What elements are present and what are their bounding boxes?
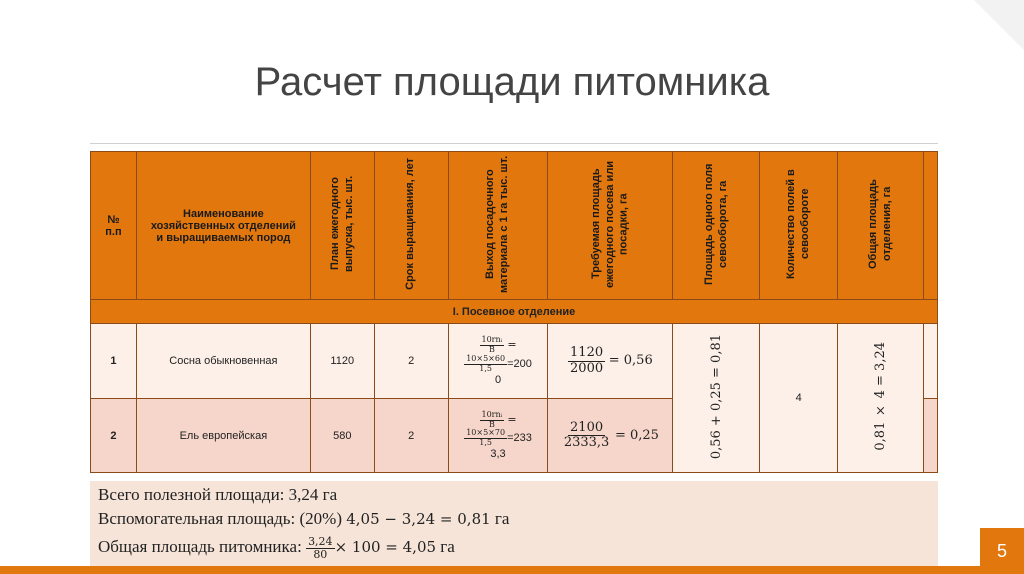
summary-box	[90, 481, 938, 566]
summary-total-area: Общая площадь питомника: $\frac{3,24}{80}$ × 100 = 4,05 га	[98, 534, 455, 561]
header-required-area: Требуемая площадь ежегодного посева или посадки, га	[548, 152, 673, 300]
field-count-cell: 4	[760, 324, 838, 473]
field-area-cell: 0,56 + 0,25 = 0,81	[673, 324, 760, 473]
header-field-count: Количество полей в севообороте	[760, 152, 838, 300]
corner-decoration	[974, 0, 1024, 50]
row-extra	[923, 399, 937, 473]
slide-title: Расчет площади питомника	[254, 60, 770, 104]
header-yield: Выход посадочного материала с 1 га тыс. шт.	[448, 152, 548, 300]
row-plan: 580	[310, 399, 374, 473]
table-row	[91, 324, 938, 399]
row-name: Сосна обыкновенная	[136, 324, 310, 399]
row-term: 2	[374, 399, 448, 473]
row-required-area: $\frac{2100}{2333,3}$ = 0,25	[548, 399, 673, 473]
header-name: Наименование хозяйственных отделений и выращиваемых пород	[136, 152, 310, 300]
row-extra	[923, 324, 937, 399]
header-term: Срок выращивания, лет	[374, 152, 448, 300]
nursery-area-table	[90, 151, 938, 473]
row-name: Ель европейская	[136, 399, 310, 473]
section-row	[91, 300, 938, 324]
row-num: 2	[91, 399, 137, 473]
row-term: 2	[374, 324, 448, 399]
summary-auxiliary-area: Вспомогательная площадь: (20%) 4,05 − 3,24 = 0,81 га	[98, 509, 510, 528]
summary-useful-area: Всего полезной площади: 3,24 га	[98, 485, 338, 504]
row-yield-formula: $\frac{\text{10rnᵢ}}{B}$ = $\frac{10\times 5\times 70}{1,5}$ =233 3,3	[448, 399, 548, 473]
title-divider	[90, 143, 938, 144]
table-header-row	[91, 152, 938, 300]
row-plan: 1120	[310, 324, 374, 399]
page-number: 5	[996, 541, 1007, 561]
section-title: I. Посевное отделение	[91, 300, 938, 324]
row-required-area: $\frac{1120}{2000}$ = 0,56	[548, 324, 673, 399]
total-area-cell: 0,81 × 4 = 3,24	[838, 324, 924, 473]
row-num: 1	[91, 324, 137, 399]
header-num: № п.п	[91, 152, 137, 300]
header-plan: План ежегодного выпуска, тыс. шт.	[310, 152, 374, 300]
row-yield-formula: $\frac{\text{10rnᵢ}}{B}$ = $\frac{10\times 5\times 60}{1,5}$ =200 0	[448, 324, 548, 399]
header-extra	[923, 152, 937, 300]
header-field-area: Площадь одного поля севооборота, га	[673, 152, 760, 300]
header-total-area: Общая площадь отделения, га	[838, 152, 924, 300]
footer-band	[0, 566, 1024, 574]
